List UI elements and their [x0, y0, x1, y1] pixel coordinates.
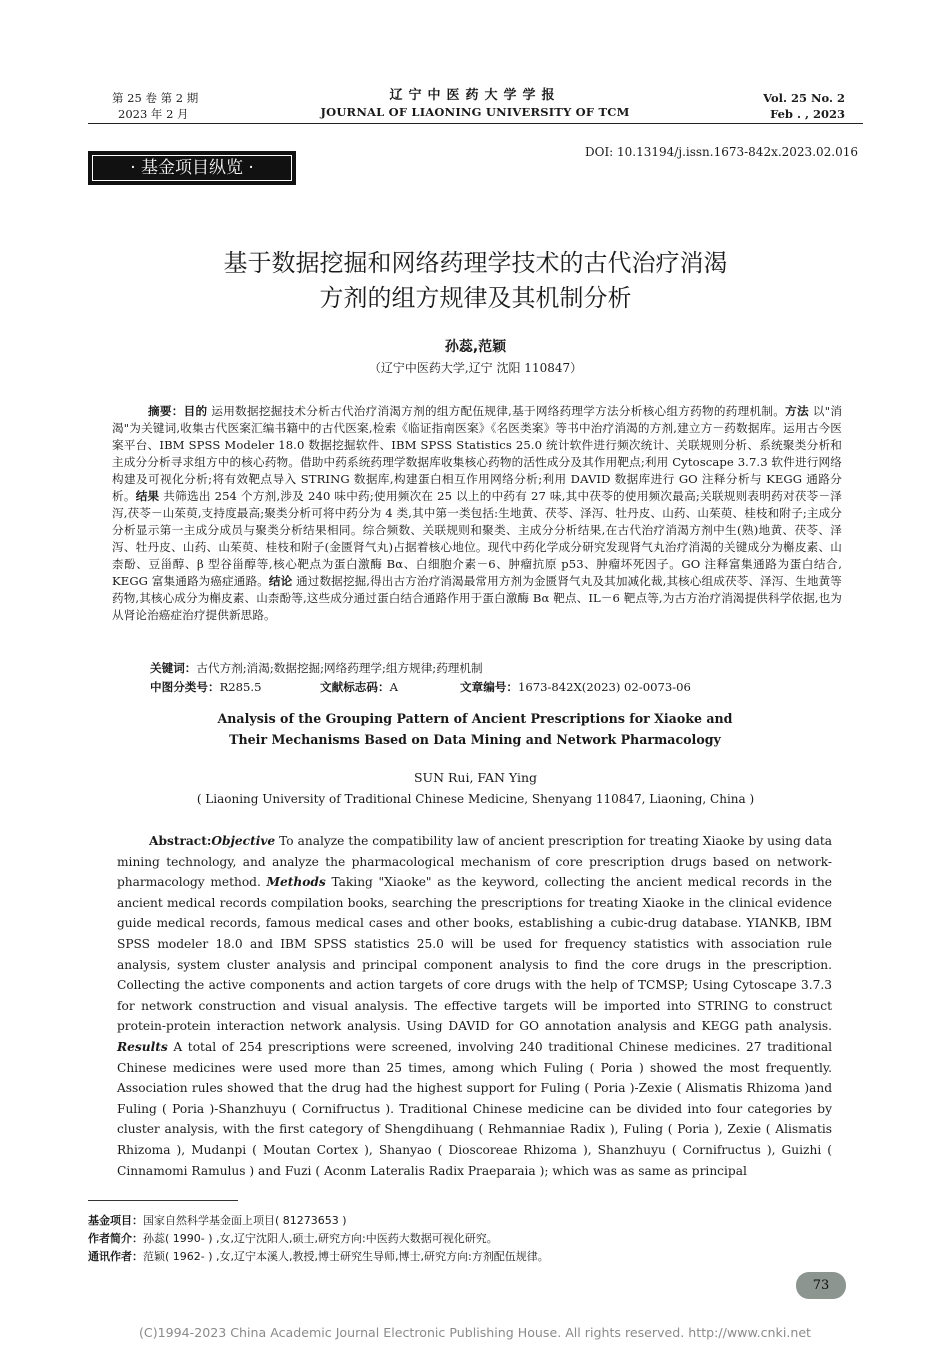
objective-text: 运用数据挖掘技术分析古代治疗消渴方剂的组方配伍规律,基于网络药理学方法分析核心组方药物的药理机制。	[207, 404, 786, 418]
corresponding-text: 范颖( 1962- ) ,女,辽宁本溪人,教授,博士研究生导师,博士,研究方向:方剂配伍规律。	[143, 1250, 549, 1263]
header-left	[112, 90, 272, 122]
doi: DOI: 10.13194/j.issn.1673-842x.2023.02.016	[584, 145, 858, 159]
author-bio-text: 孙蕊( 1990- ) ,女,辽宁沈阳人,硕士,研究方向:中医药大数据可视化研究。	[143, 1232, 498, 1245]
title-en-line-1: Analysis of the Grouping Pattern of Ancient Prescriptions for Xiaoke and	[217, 711, 733, 726]
section-tag: · 基金项目纵览 ·	[88, 151, 296, 185]
abstract-label: 摘要：	[148, 404, 184, 418]
abstract-en-label: Abstract:	[149, 834, 212, 848]
footnote-divider	[88, 1200, 238, 1201]
header-divider	[88, 123, 863, 124]
header-date: 2023 年 2 月	[118, 107, 189, 121]
copyright-notice: (C)1994-2023 China Academic Journal Electronic Publishing House. All rights reserved. http://www.cnki.net	[139, 1325, 811, 1340]
authors-cn: 孙蕊,范颖	[444, 339, 507, 355]
article-number-value: 1673-842X(2023) 02-0073-06	[517, 680, 691, 694]
affiliation-cn: （辽宁中医药大学,辽宁 沈阳 110847）	[368, 361, 583, 375]
conclusion-label: 结论	[268, 574, 293, 588]
affiliation-en: ( Liaoning University of Traditional Chinese Medicine, Shenyang 110847, Liaoning, China )	[196, 792, 755, 806]
classification-line	[150, 679, 850, 696]
methods-text: 以"消渴"为关键词,收集古代医案汇编书籍中的古代医案,检索《临证指南医案》《名医类案》等书中治疗消渴的方剂,建立方－药数据库。运用古今医案平台、IBM SPSS Modeler 18.0 数据挖掘软件、IBM SPSS Statistics 25.0 统计软件进行频次统计、关联规则分析、系统聚类分析和主成分分析寻求组方中的核心药物。借助中药系统药理学数据库收集核心药物的活性成分及其作用靶点;利用 Cytoscape 3.7.3 软件进行网络构建及可视化分析;将有效靶点导入 STRING 数据库,构建蛋白相互作用网络分析;利用 DAVID 数据库进行 GO 注释分析与 KEGG 通路分析。	[112, 404, 843, 503]
title-en-line-2: Their Mechanisms Based on Data Mining and Network Pharmacology	[229, 732, 721, 747]
fund-text: 国家自然科学基金面上项目( 81273653 )	[143, 1214, 347, 1227]
doc-code-value: A	[389, 680, 398, 694]
abstract-en	[117, 831, 832, 1181]
author-bio-label: 作者简介：	[88, 1232, 143, 1245]
footnote-fund	[88, 1213, 848, 1229]
footnote-author	[88, 1231, 848, 1247]
clc-label: 中图分类号：	[150, 680, 220, 694]
journal-name-en: JOURNAL OF LIAONING UNIVERSITY OF TCM	[320, 105, 630, 119]
keywords-label: 关键词：	[150, 661, 197, 675]
article-title-en	[150, 708, 800, 750]
objective-en-label: Objective	[211, 834, 276, 848]
authors-en: SUN Rui, FAN Ying	[413, 770, 538, 785]
header-vol-no-en: Vol. 25 No. 2	[763, 91, 845, 105]
results-en-label: Results	[117, 1039, 168, 1054]
results-text: 共筛选出 254 个方剂,涉及 240 味中药;使用频次在 25 以上的中药有 27 味,其中茯苓的使用频次最高;关联规则表明药对茯苓－泽泻,茯苓－山茱萸,支持度最高;聚类分析可将中药分为 4 类,其中第一类包括:生地黄、茯苓、泽泻、牡丹皮、山药、山茱萸、桂枝和附子;主成分分析显示第一主成分成员与聚类分析结果相同。综合频数、关联规则和聚类、主成分分析结果,在古代治疗消渴方剂中生(熟)地黄、茯苓、泽泻、牡丹皮、山药、山茱萸、桂枝和附子(金匮肾气丸)占据着核心地位。现代中药化学成分研究发现肾气丸治疗消渴的关键成分为槲皮素、山柰酚、豆甾醇、β 型谷甾醇等,核心靶点为蛋白激酶 Bα、白细胞介素－6、肿瘤抗原 p53、肿瘤坏死因子。GO 注释富集通路为蛋白结合, KEGG 富集通路为癌症通路。	[112, 489, 843, 588]
objective-label: 目的	[183, 404, 208, 418]
title-line-2: 方剂的组方规律及其机制分析	[319, 284, 632, 312]
article-number-label: 文章编号：	[460, 680, 518, 694]
results-label: 结果	[135, 489, 160, 503]
conclusion-text: 通过数据挖掘,得出古方治疗消渴最常用方剂为金匮肾气丸及其加减化裁,其核心组成茯苓、泽泻、生地黄等药物,其核心成分为槲皮素、山柰酚等,这些成分通过蛋白结合通路作用于蛋白激酶 Bα 靶点、IL－6 靶点等,为古方治疗消渴提供科学依据,也为从肾论治癌症治疗提供新思路。	[112, 574, 842, 622]
methods-label: 方法	[785, 404, 809, 418]
page-number: 73	[796, 1272, 846, 1299]
header-volume-issue: 第 25 卷 第 2 期	[112, 91, 199, 105]
results-en-text: A total of 254 prescriptions were screened, involving 240 traditional Chinese medicines. 27 traditional Chinese medicines were used more than 25 times, among which Fuling ( Poria ) showed the most frequently. Association rules showed that the drug had the highest support for Fuling ( Poria )-Zexie ( Alismatis Rhizoma )and Fuling ( Poria )-Shanzhuyu ( Cornifructus ). Traditional Chinese medicine can be divided into four categories by cluster analysis, with the first category of Shengdihuang ( Rehmanniae Radix ), Fuling ( Poria ), Zexie ( Alismatis Rhizoma ), Mudanpi ( Moutan Cortex ), Shanyao ( Dioscoreae Rhizoma ), Shanzhuyu ( Cornifructus ), Guizhi ( Cinnamomi Ramulus ) and Fuzi ( Aconm Lateralis Radix Praeparaia ); which was as same as principal	[117, 1039, 832, 1178]
header-date-en: Feb . , 2023	[770, 107, 845, 121]
corresponding-label: 通讯作者：	[88, 1250, 143, 1263]
fund-label: 基金项目：	[88, 1214, 143, 1227]
keywords-cn	[150, 660, 850, 677]
methods-en-label: Methods	[266, 875, 326, 890]
header-right	[700, 90, 845, 122]
title-line-1: 基于数据挖掘和网络药理学技术的古代治疗消渴	[223, 249, 728, 277]
journal-name-cn: 辽宁中医药大学学报	[389, 88, 561, 103]
clc-value: R285.5	[219, 680, 262, 694]
abstract-cn	[112, 403, 842, 624]
objective-en-text: To analyze the compatibility law of ancient prescription for treating Xiaoke by using data mining technology, and analyze the pharmacological mechanism of core prescription drugs based on network-pharmacology method.	[117, 834, 832, 890]
footnote-corresponding	[88, 1249, 848, 1265]
keywords-text: 古代方剂;消渴;数据挖掘;网络药理学;组方规律;药理机制	[196, 661, 483, 675]
header-journal	[300, 88, 650, 120]
doc-code-label: 文献标志码：	[320, 680, 390, 694]
methods-en-text: Taking "Xiaoke" as the keyword, collecting the ancient medical records in the ancient medical records compilation books, searching the prescriptions for treating Xiaoke in the clinical evidence guide medical records, famous medical cases and other books, establishing a cubic-drug database. YIANKB, IBM SPSS modeler 18.0 and IBM SPSS statistics 25.0 will be used for frequency statistics with association rule analysis, system cluster analysis and principal component analysis to find the core drugs in the prescription. Collecting the active components and action targets of core drugs with the help of TCMSP; Using Cytoscape 3.7.3 for network construction and visual analysis. The effective targets will be imported into STRING to construct protein-protein interaction network analysis. Using DAVID for GO annotation analysis and KEGG path analysis.	[117, 875, 832, 1034]
article-title-cn	[88, 246, 863, 316]
